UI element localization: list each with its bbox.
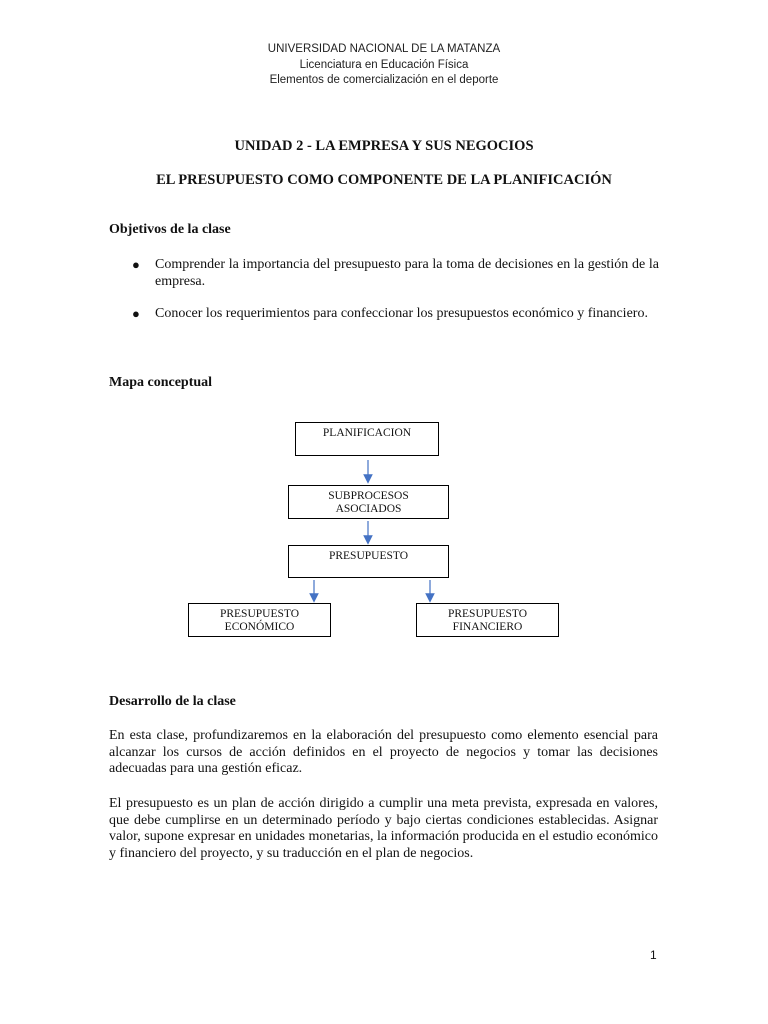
node-label: PLANIFICACION <box>322 427 412 439</box>
development-heading: Desarrollo de la clase <box>109 694 236 709</box>
development-paragraph: En esta clase, profundizaremos en la elaboración del presupuesto como elemento esencial para alcanzar los cursos de acción definidos en el proyecto de negocios y tomar las decisiones adecuadas para una gestión eficaz. <box>109 728 658 776</box>
objective-text: Comprender la importancia del presupuesto para la toma de decisiones en la gestión de la empresa. <box>155 257 659 289</box>
topic-title: EL PRESUPUESTO COMO COMPONENTE DE LA PLANIFICACIÓN <box>156 172 612 188</box>
node-label: SUBPROCESOS <box>328 490 409 502</box>
unit-title: UNIDAD 2 - LA EMPRESA Y SUS NEGOCIOS <box>234 138 534 154</box>
bullet-icon: ● <box>132 306 140 321</box>
concept-map-heading: Mapa conceptual <box>109 375 213 390</box>
node-label: FINANCIERO <box>452 621 523 633</box>
node-presupuesto-economico <box>188 603 331 637</box>
node-planificacion <box>295 422 439 456</box>
node-label: PRESUPUESTO <box>447 608 528 620</box>
node-label: ASOCIADOS <box>335 503 402 515</box>
node-label: PRESUPUESTO <box>328 550 409 562</box>
page-number: 1 <box>650 948 657 962</box>
header-course: Elementos de comercialización en el deporte <box>269 74 499 86</box>
objective-text: Conocer los requerimientos para confeccionar los presupuestos económico y financiero. <box>155 306 648 321</box>
development-paragraph: El presupuesto es un plan de acción dirigido a cumplir una meta prevista, expresada en valores, que debe cumplirse en un determinado período y bajo ciertas condiciones establecidas. Asignar valor, supone expresar en unidades monetarias, la información producida en el estudio económico y financiero del proyecto, y su traducción en el plan de negocios. <box>109 796 658 861</box>
bullet-icon: ● <box>132 257 140 272</box>
header-university: UNIVERSIDAD NACIONAL DE LA MATANZA <box>267 43 501 55</box>
node-label: ECONÓMICO <box>224 621 295 633</box>
node-presupuesto-financiero <box>416 603 559 637</box>
objectives-heading: Objetivos de la clase <box>109 222 231 237</box>
node-subprocesos <box>288 485 449 519</box>
node-label: PRESUPUESTO <box>219 608 300 620</box>
node-presupuesto <box>288 545 449 578</box>
header-degree: Licenciatura en Educación Física <box>299 58 469 71</box>
